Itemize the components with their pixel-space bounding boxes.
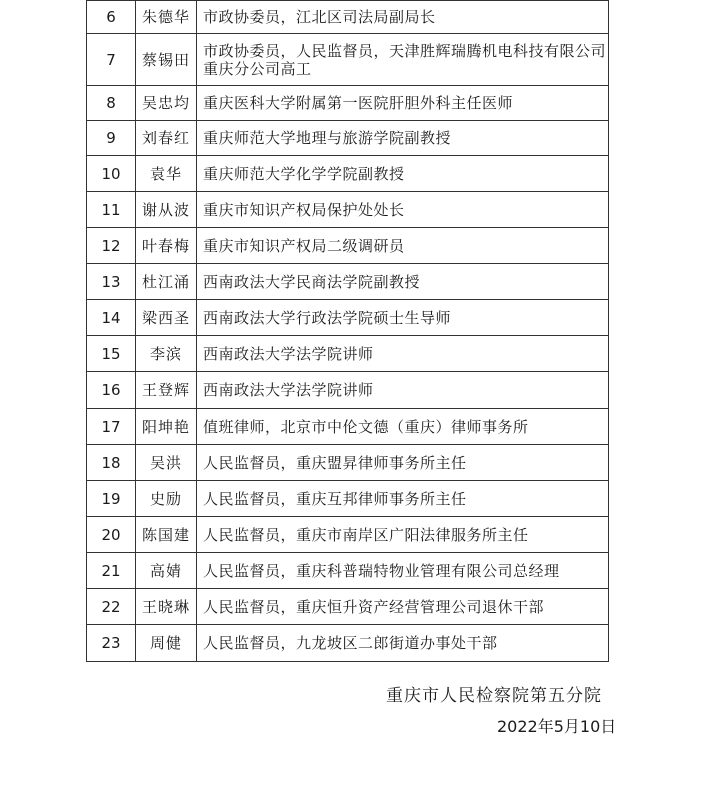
member-position: 西南政法大学行政法学院硕士生导师: [197, 300, 609, 336]
member-name: 王晓琳: [136, 589, 197, 625]
member-position: 人民监督员，重庆互邦律师事务所主任: [197, 481, 609, 517]
row-number: 10: [87, 156, 136, 192]
member-name: 吴洪: [136, 445, 197, 481]
row-number: 12: [87, 228, 136, 264]
row-number: 16: [87, 372, 136, 409]
table-row: [87, 228, 609, 264]
table-row: [87, 409, 609, 445]
row-number: 7: [87, 34, 136, 86]
row-number: 20: [87, 517, 136, 553]
member-name: 刘春红: [136, 121, 197, 156]
member-position: 重庆师范大学地理与旅游学院副教授: [197, 121, 609, 156]
member-name: 陈国建: [136, 517, 197, 553]
row-number: 23: [87, 625, 136, 662]
member-position: 重庆市知识产权局保护处处长: [197, 192, 609, 228]
member-name: 吴忠均: [136, 86, 197, 121]
row-number: 6: [87, 1, 136, 34]
member-position: 重庆市知识产权局二级调研员: [197, 228, 609, 264]
member-position: 人民监督员，重庆恒升资产经营管理公司退休干部: [197, 589, 609, 625]
table-row: [87, 1, 609, 34]
table-row: [87, 192, 609, 228]
member-position: 西南政法大学法学院讲师: [197, 372, 609, 409]
member-position: 重庆师范大学化学学院副教授: [197, 156, 609, 192]
member-name: 袁华: [136, 156, 197, 192]
row-number: 15: [87, 336, 136, 372]
row-number: 14: [87, 300, 136, 336]
member-name: 叶春梅: [136, 228, 197, 264]
member-name: 杜江涌: [136, 264, 197, 300]
member-name: 高婧: [136, 553, 197, 589]
member-position: 人民监督员，重庆盟昇律师事务所主任: [197, 445, 609, 481]
roster-body: [87, 1, 609, 662]
table-row: [87, 336, 609, 372]
issuing-organization: 重庆市人民检察院第五分院: [386, 686, 602, 706]
member-name: 朱德华: [136, 1, 197, 34]
member-position: 西南政法大学法学院讲师: [197, 336, 609, 372]
member-name: 周健: [136, 625, 197, 662]
member-name: 蔡锡田: [136, 34, 197, 86]
row-number: 19: [87, 481, 136, 517]
row-number: 8: [87, 86, 136, 121]
table-row: [87, 625, 609, 662]
row-number: 9: [87, 121, 136, 156]
member-name: 王登辉: [136, 372, 197, 409]
table-row: [87, 481, 609, 517]
member-position: 值班律师，北京市中伦文德（重庆）律师事务所: [197, 409, 609, 445]
row-number: 13: [87, 264, 136, 300]
row-number: 18: [87, 445, 136, 481]
table-row: [87, 372, 609, 409]
table-row: [87, 445, 609, 481]
table-row: [87, 86, 609, 121]
member-position: 人民监督员，九龙坡区二郎街道办事处干部: [197, 625, 609, 662]
table-row: [87, 553, 609, 589]
member-position: 人民监督员，重庆科普瑞特物业管理有限公司总经理: [197, 553, 609, 589]
roster-table: [86, 0, 609, 662]
row-number: 17: [87, 409, 136, 445]
member-name: 谢从波: [136, 192, 197, 228]
member-position: 人民监督员，重庆市南岸区广阳法律服务所主任: [197, 517, 609, 553]
member-name: 史励: [136, 481, 197, 517]
member-name: 李滨: [136, 336, 197, 372]
member-position: 重庆医科大学附属第一医院肝胆外科主任医师: [197, 86, 609, 121]
row-number: 11: [87, 192, 136, 228]
table-row: [87, 34, 609, 86]
table-row: [87, 264, 609, 300]
row-number: 22: [87, 589, 136, 625]
member-name: 梁西圣: [136, 300, 197, 336]
member-position: 西南政法大学民商法学院副教授: [197, 264, 609, 300]
table-row: [87, 300, 609, 336]
member-name: 阳坤艳: [136, 409, 197, 445]
table-row: [87, 589, 609, 625]
table-row: [87, 517, 609, 553]
table-row: [87, 156, 609, 192]
member-position: 市政协委员，江北区司法局副局长: [197, 1, 609, 34]
row-number: 21: [87, 553, 136, 589]
table-row: [87, 121, 609, 156]
issue-date: 2022年5月10日: [497, 717, 617, 736]
member-position: 市政协委员，人民监督员，天津胜辉瑞腾机电科技有限公司重庆分公司高工: [197, 34, 609, 86]
